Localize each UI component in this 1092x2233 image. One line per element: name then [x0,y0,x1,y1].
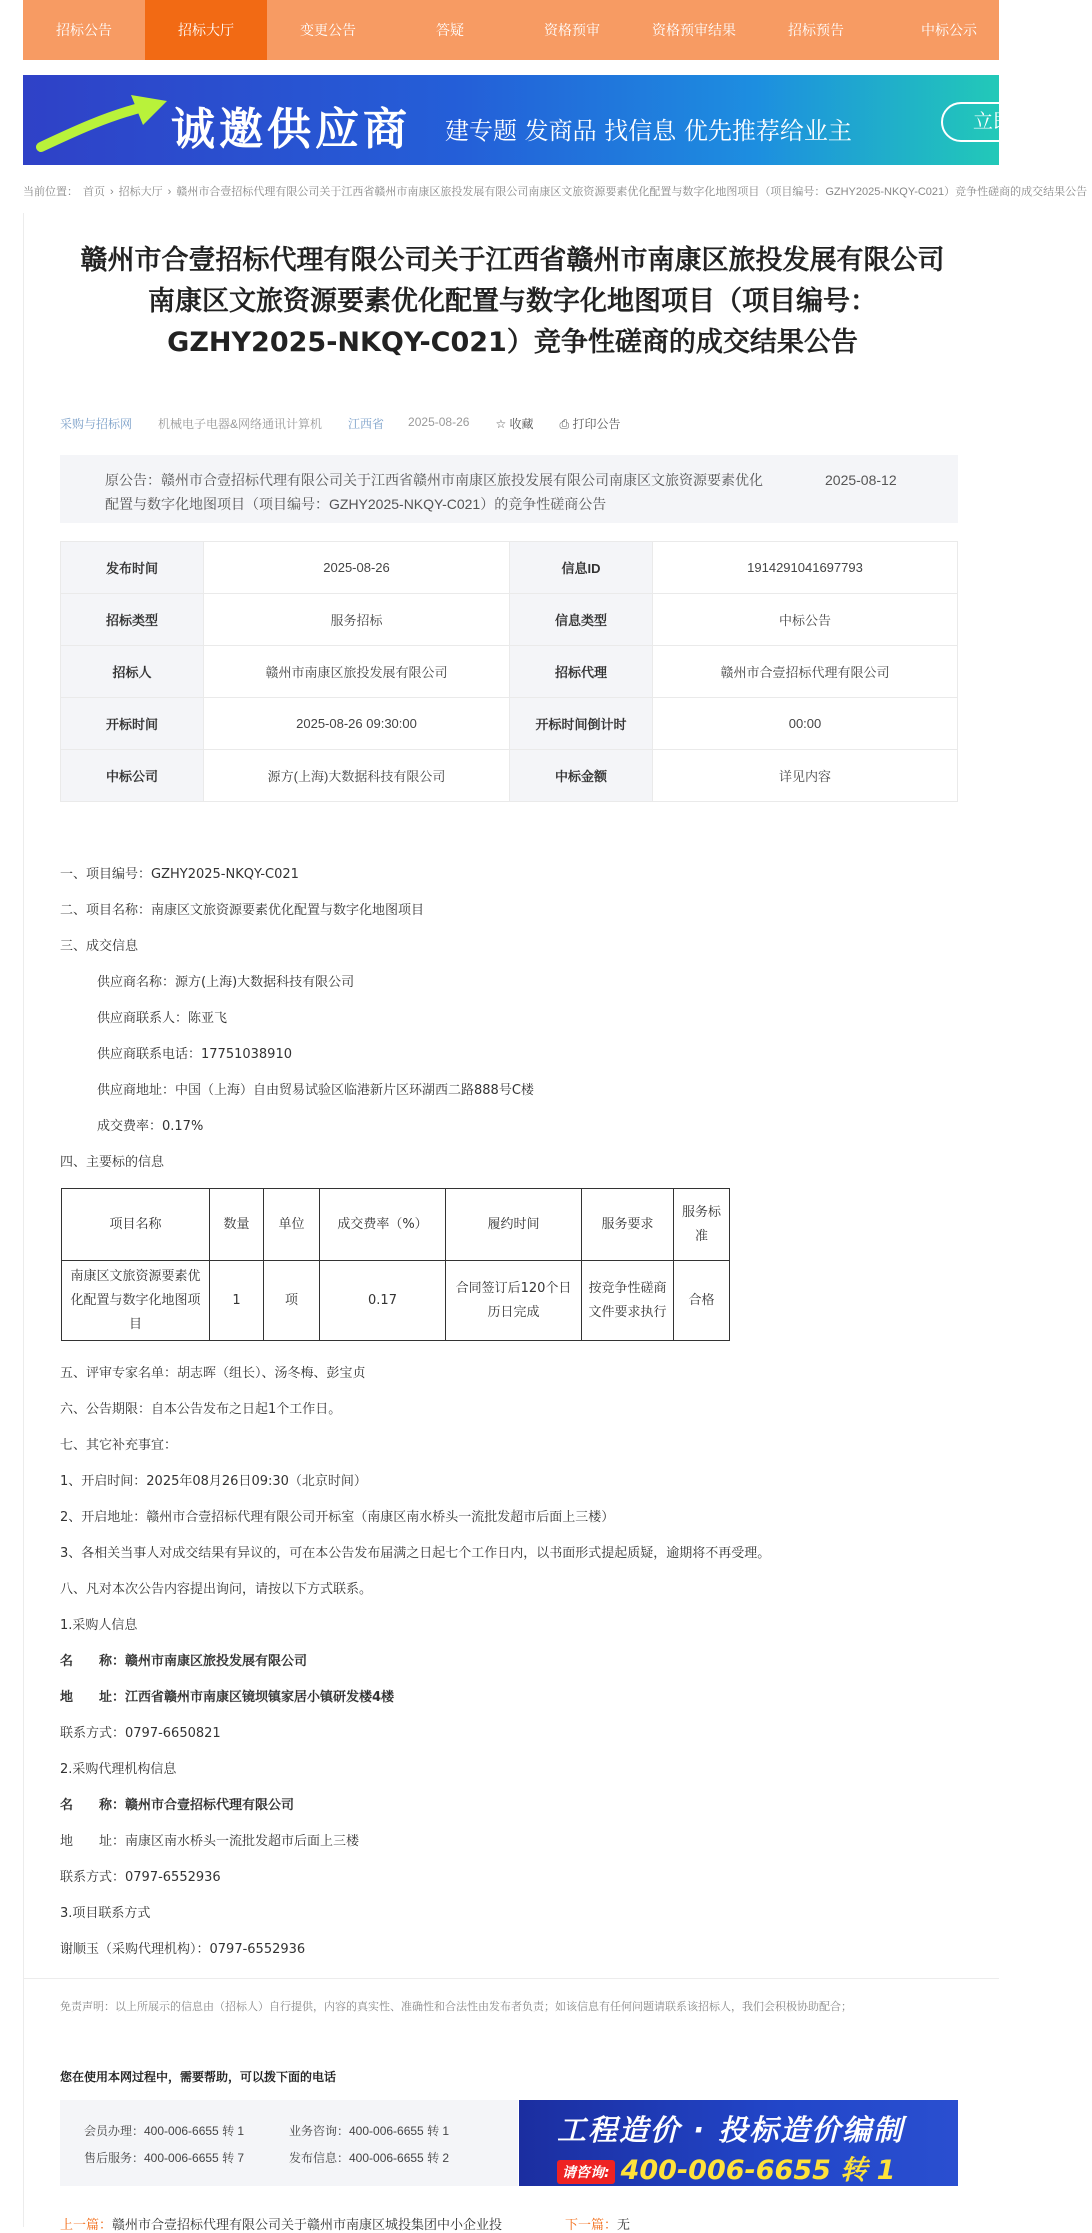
expert-list: 五、评审专家名单：胡志晖（组长）、汤冬梅、彭宝贞 [60,1366,366,1381]
original-notice-date: 2025-08-12 [825,472,897,488]
info-value: 2025-08-26 [204,542,510,594]
favorite-button[interactable] [495,415,533,432]
info-value: 详见内容 [653,750,958,802]
table-cell: 按竞争性磋商文件要求执行 [582,1261,674,1341]
table-header: 项目名称 [62,1189,210,1261]
ad-phone: 400-006-6655 转 1 [620,2155,896,2186]
breadcrumb [23,183,1088,199]
deal-rate: 成交费率：0.17% [97,1119,204,1134]
open-address: 2、开启地址：赣州市合壹招标代理有限公司开标室（南康区南水桥头一流批发超市后面上三楼） [60,1510,615,1525]
print-label: 打印公告 [572,417,621,431]
objection-note: 3、各相关当事人对成交结果有异议的，可在本公告发布届满之日起七个工作日内，以书面形式提起质疑，逾期将不再受理。 [60,1546,771,1561]
supplier-address: 供应商地址：中国（上海）自由贸易试验区临港新片区环湖西二路888号C楼 [97,1083,534,1098]
info-key: 招标类型 [61,594,204,646]
banner-headline: 诚邀供应商 [171,104,411,155]
help-after-sales-phone: 售后服务：400-006-6655 转 7 [84,2151,245,2165]
help-member-phone: 会员办理：400-006-6655 转 1 [84,2124,245,2138]
favorite-label: 收藏 [509,417,534,431]
agency-name: 名 称：赣州市合壹招标代理有限公司 [60,1798,295,1813]
arrow-icon [35,91,175,151]
table-cell: 1 [210,1261,264,1341]
section-heading: 三、成交信息 [60,939,139,954]
meta-province-link[interactable]: 江西省 [348,417,385,431]
info-value: 服务招标 [204,594,510,646]
nav-item-change-notice[interactable]: 变更公告 [300,22,356,38]
breadcrumb-current: 赣州市合壹招标代理有限公司关于江西省赣州市南康区旅投发展有限公司南康区文旅资源要素优化配置与数字化地图项目（项目编号：GZHY2025-NKQY-C021）竞争性磋商的成交结果公告 [176,186,1088,198]
original-notice-link[interactable] [60,455,958,523]
banner-cta-button[interactable]: 立即 [941,102,1061,142]
title-line: GZHY2025-NKQY-C021）竞争性磋商的成交结果公告 [167,327,858,358]
notice-period: 六、公告期限：自本公告发布之日起1个工作日。 [60,1402,342,1417]
table-cell: 合同签订后120个日历日完成 [446,1261,582,1341]
next-value: 无 [617,2217,631,2232]
supplier-phone: 供应商联系电话：17751038910 [97,1047,292,1062]
info-key: 信息类型 [510,594,653,646]
info-value: 1914291041697793 [653,542,958,594]
meta-date: 2025-08-26 [408,415,470,429]
table-header: 服务要求 [582,1189,674,1261]
top-nav [23,0,999,60]
project-contact: 谢顺玉（采购代理机构）：0797-6552936 [60,1942,306,1957]
cost-ad-banner[interactable] [519,2100,958,2186]
divider [23,1978,999,1979]
info-key: 招标人 [61,646,204,698]
table-row [61,750,958,802]
title-line: 赣州市合壹招标代理有限公司关于江西省赣州市南康区旅投发展有限公司 [80,245,945,276]
breadcrumb-separator: › [110,186,114,198]
info-key: 中标公司 [61,750,204,802]
nav-item-award-notice[interactable]: 中标公示 [921,22,977,38]
table-header: 履约时间 [446,1189,582,1261]
info-table [60,541,958,802]
help-publish-phone: 发布信息：400-006-6655 转 2 [289,2151,450,2165]
table-cell: 南康区文旅资源要素优化配置与数字化地图项目 [62,1261,210,1341]
open-time: 1、开启时间：2025年08月26日09:30（北京时间） [60,1474,367,1489]
info-key: 招标代理 [510,646,653,698]
contact-heading: 1.采购人信息 [60,1618,138,1633]
ad-phone-line [557,2148,895,2187]
section-heading: 四、主要标的信息 [60,1155,165,1170]
table-row [62,1189,730,1261]
banner-tagline: 建专题 发商品 找信息 优先推荐给业主 [445,117,852,145]
purchaser-address: 地 址：江西省赣州市南康区镜坝镇家居小镇研发楼4楼 [60,1690,395,1705]
info-key: 开标时间倒计时 [510,698,653,750]
title-line: 南康区文旅资源要素优化配置与数字化地图项目（项目编号： [148,286,877,317]
meta-source-link[interactable]: 采购与招标网 [60,417,133,431]
help-business-phone: 业务咨询：400-006-6655 转 1 [289,2124,450,2138]
section-heading: 八、凡对本次公告内容提出询问，请按以下方式联系。 [60,1582,373,1597]
table-row [61,594,958,646]
agency-phone: 联系方式：0797-6552936 [60,1870,221,1885]
table-header: 服务标准 [674,1189,730,1261]
original-notice-text: 原公告：赣州市合壹招标代理有限公司关于江西省赣州市南康区旅投发展有限公司南康区文旅资源要素优化配置与数字化地图项目（项目编号：GZHY2025-NKQY-C021）的竞争性磋商公告 [105,472,763,512]
ad-badge: 请咨询: [557,2160,615,2184]
nav-item-bid-preview[interactable]: 招标预告 [788,22,844,38]
project-name: 二、项目名称：南康区文旅资源要素优化配置与数字化地图项目 [60,903,425,918]
table-row [62,1261,730,1341]
info-key: 信息ID [510,542,653,594]
contact-heading: 2.采购代理机构信息 [60,1762,177,1777]
info-value: 中标公告 [653,594,958,646]
info-key: 发布时间 [61,542,204,594]
supplier-contact: 供应商联系人：陈亚飞 [97,1011,228,1026]
table-cell: 0.17 [320,1261,446,1341]
supplier-banner[interactable] [23,75,1013,165]
table-header: 数量 [210,1189,264,1261]
printer-icon: ⎙ [559,417,573,431]
next-article [565,2214,630,2233]
prev-link[interactable]: 赣州市合壹招标代理有限公司关于赣州市南康区城投集团中小企业投 [112,2217,503,2232]
nav-item-prequal-result[interactable]: 资格预审结果 [652,22,736,38]
info-key: 中标金额 [510,750,653,802]
agency-address: 地 址：南康区南水桥头一流批发超市后面上三楼 [60,1834,360,1849]
nav-item-bid-hall[interactable]: 招标大厅 [145,0,267,60]
help-box [60,2100,518,2186]
breadcrumb-home-link[interactable]: 首页 [83,186,105,198]
help-title: 您在使用本网过程中，需要帮助，可以拨下面的电话 [60,2070,337,2084]
table-header: 成交费率（%） [320,1189,446,1261]
ad-headline: 工程造价 · 投标造价编制 [557,2113,905,2147]
info-value: 源方(上海)大数据科技有限公司 [204,750,510,802]
info-value: 赣州市合壹招标代理有限公司 [653,646,958,698]
nav-item-qa[interactable]: 答疑 [436,22,464,38]
disclaimer: 免责声明：以上所展示的信息由（招标人）自行提供，内容的真实性、准确性和合法性由发布者负责；如该信息有任何问题请联系该招标人，我们会积极协助配合； [60,2001,852,2013]
meta-category: 机械电子电器&网络通讯计算机 [158,417,323,431]
article-meta [60,415,647,432]
breadcrumb-section-link[interactable]: 招标大厅 [118,186,163,198]
subject-table [61,1188,730,1341]
next-label: 下一篇： [565,2217,618,2232]
purchaser-phone: 联系方式：0797-6650821 [60,1726,221,1741]
nav-item-prequal[interactable]: 资格预审 [544,22,600,38]
table-row [61,646,958,698]
table-row [61,698,958,750]
nav-item-bid-notice[interactable]: 招标公告 [56,22,112,38]
table-row [61,542,958,594]
breadcrumb-separator: › [167,186,172,198]
prev-article[interactable] [60,2214,502,2233]
table-cell: 项 [264,1261,320,1341]
info-value: 2025-08-26 09:30:00 [204,698,510,750]
info-value: 00:00 [653,698,958,750]
table-header: 单位 [264,1189,320,1261]
purchaser-name: 名 称：赣州市南康区旅投发展有限公司 [60,1654,308,1669]
section-heading: 七、其它补充事宜： [60,1438,178,1453]
breadcrumb-label: 当前位置： [23,186,78,198]
page-title [60,240,965,363]
project-number: 一、项目编号：GZHY2025-NKQY-C021 [60,867,299,882]
table-cell: 合格 [674,1261,730,1341]
prev-label: 上一篇： [60,2217,113,2232]
supplier-name: 供应商名称：源方(上海)大数据科技有限公司 [97,975,355,990]
info-key: 开标时间 [61,698,204,750]
print-button[interactable] [560,415,621,432]
star-icon: ☆ [495,417,510,431]
info-value: 赣州市南康区旅投发展有限公司 [204,646,510,698]
contact-heading: 3.项目联系方式 [60,1906,151,1921]
